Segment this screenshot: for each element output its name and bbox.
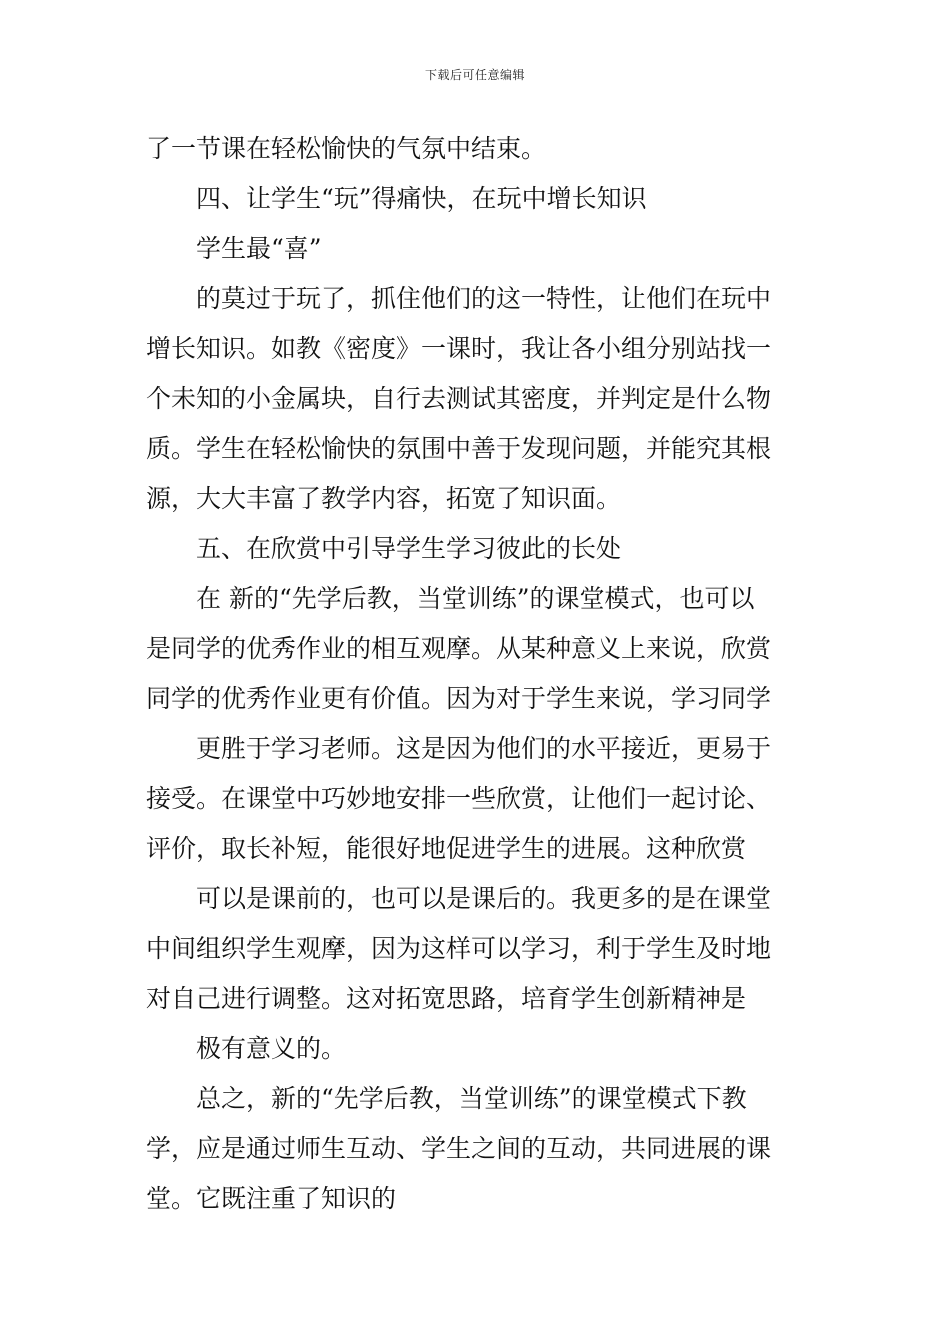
paragraph-line: 总之，新的“先学后教，当堂训练”的课堂模式下教 — [196, 1084, 747, 1113]
paragraph-line: 源，大大丰富了教学内容，拓宽了知识面。 — [146, 484, 622, 513]
paragraph-line: 中间组织学生观摩，因为这样可以学习，利于学生及时地 — [146, 934, 772, 963]
paragraph-line: 了一节课在轻松愉快的气氛中结束。 — [146, 134, 547, 163]
paragraph-line: 同学的优秀作业更有价值。因为对于学生来说，学习同学 — [146, 684, 772, 713]
paragraph-line: 更胜于学习老师。这是因为他们的水平接近，更易于 — [196, 734, 772, 763]
document-body — [146, 124, 806, 1224]
paragraph-line: 在 新的“先学后教，当堂训练”的课堂模式，也可以 — [196, 584, 755, 613]
paragraph-line: 是同学的优秀作业的相互观摩。从某种意义上来说，欣赏 — [146, 634, 772, 663]
paragraph-line: 极有意义的。 — [196, 1034, 347, 1063]
section-heading-4: 四、让学生“玩”得痛快，在玩中增长知识 — [196, 184, 647, 213]
paragraph-line: 学，应是通过师生互动、学生之间的互动，共同进展的课 — [146, 1134, 772, 1163]
paragraph-line: 评价，取长补短，能很好地促进学生的进展。这种欣赏 — [146, 834, 747, 863]
paragraph-line: 接受。在课堂中巧妙地安排一些欣赏，让他们一起讨论、 — [146, 784, 772, 813]
paragraph-line: 个未知的小金属块，自行去测试其密度，并判定是什么物 — [146, 384, 772, 413]
section-heading-5: 五、在欣赏中引导学生学习彼此的长处 — [196, 534, 622, 563]
paragraph-line: 学生最“喜” — [196, 234, 322, 263]
paragraph-line: 增长知识。如教《密度》一课时，我让各小组分别站找一 — [146, 334, 772, 363]
paragraph-line: 的莫过于玩了，抓住他们的这一特性，让他们在玩中 — [196, 284, 772, 313]
page-header: 下载后可任意编辑 — [424, 68, 525, 82]
paragraph-line: 堂。它既注重了知识的 — [146, 1184, 397, 1213]
paragraph-line: 可以是课前的，也可以是课后的。我更多的是在课堂 — [196, 884, 772, 913]
paragraph-line: 对自己进行调整。这对拓宽思路，培育学生创新精神是 — [146, 984, 747, 1013]
paragraph-line: 质。学生在轻松愉快的氛围中善于发现问题，并能究其根 — [146, 434, 772, 463]
